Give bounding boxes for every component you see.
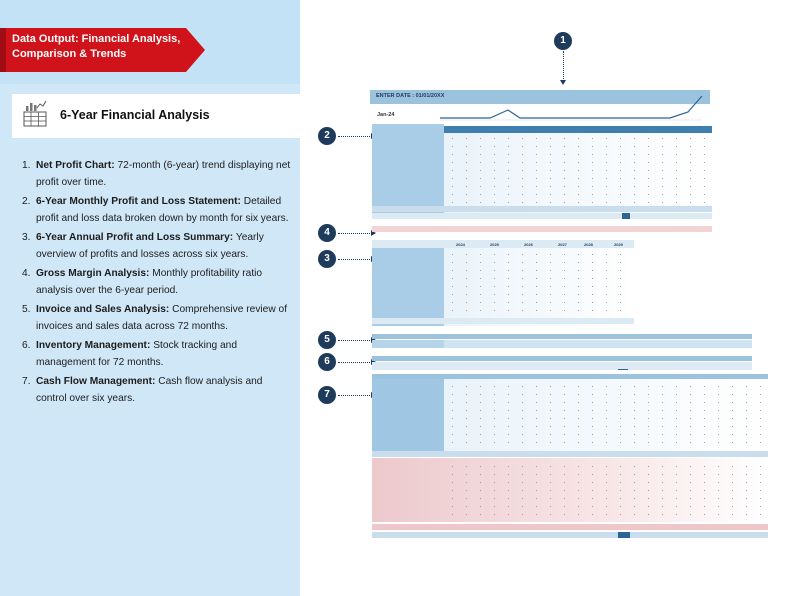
highlight-cell bbox=[618, 532, 630, 538]
table-row bbox=[452, 278, 632, 279]
table-row bbox=[452, 506, 762, 507]
table-row bbox=[452, 138, 712, 139]
table-row bbox=[452, 254, 632, 255]
badge-2: 2 bbox=[318, 127, 336, 145]
arrow-3 bbox=[338, 259, 372, 260]
feature-item bbox=[22, 194, 294, 227]
table-row bbox=[452, 170, 712, 171]
arrow-5 bbox=[338, 340, 372, 341]
arrow-6 bbox=[338, 362, 372, 363]
table-row bbox=[452, 402, 762, 403]
table-label-column bbox=[372, 340, 444, 348]
feature-item bbox=[22, 302, 294, 335]
section-title-card bbox=[12, 94, 300, 138]
table-row bbox=[452, 286, 632, 287]
badge-1: 1 bbox=[554, 32, 572, 50]
table-row bbox=[452, 262, 632, 263]
feature-number: 5. bbox=[22, 304, 31, 315]
feature-description: Yearly overview of profits and losses across six years. bbox=[36, 232, 264, 260]
year-header: 2026 bbox=[524, 241, 533, 247]
feature-description: 72-month (6-year) trend displaying net profit over time. bbox=[36, 160, 291, 188]
arrow-1 bbox=[563, 51, 564, 81]
table-row bbox=[452, 482, 762, 483]
table-row bbox=[452, 498, 762, 499]
arrow-4 bbox=[338, 233, 372, 234]
feature-heading: Net Profit Chart: bbox=[36, 160, 115, 171]
badge-7: 7 bbox=[318, 386, 336, 404]
table-row bbox=[452, 490, 762, 491]
table-row bbox=[452, 410, 762, 411]
summary-row bbox=[372, 206, 712, 212]
feature-heading: 6-Year Monthly Profit and Loss Statement: bbox=[36, 196, 241, 207]
table-row bbox=[452, 418, 762, 419]
table-header bbox=[372, 356, 752, 361]
table-label-column bbox=[372, 124, 444, 219]
table-row bbox=[452, 302, 632, 303]
table-row bbox=[452, 474, 762, 475]
table-header bbox=[372, 334, 752, 339]
table-header bbox=[372, 240, 634, 248]
table-row bbox=[452, 514, 762, 515]
cash-flow-table bbox=[372, 374, 768, 542]
feature-description: Cash flow analysis and control over six years. bbox=[36, 376, 263, 404]
feature-description: Stock tracking and management for 72 months. bbox=[36, 340, 237, 368]
summary-row bbox=[372, 451, 768, 457]
feature-number: 6. bbox=[22, 340, 31, 351]
feature-description: Detailed profit and loss data broken down by month for six years. bbox=[36, 196, 289, 224]
table-label-column bbox=[372, 248, 444, 326]
table-row bbox=[452, 434, 762, 435]
badge-4: 4 bbox=[318, 224, 336, 242]
feature-number: 4. bbox=[22, 268, 31, 279]
table-row bbox=[452, 426, 762, 427]
year-header: 2027 bbox=[558, 241, 567, 247]
table-row bbox=[452, 310, 632, 311]
feature-list bbox=[22, 158, 294, 410]
banner-title: Data Output: Financial Analysis, Comparison & Trends bbox=[12, 33, 181, 60]
gross-margin-row bbox=[372, 226, 712, 232]
feature-item bbox=[22, 230, 294, 263]
feature-heading: Cash Flow Management: bbox=[36, 376, 156, 387]
table-row bbox=[452, 294, 632, 295]
highlight-cell bbox=[618, 369, 628, 370]
feature-heading: Gross Margin Analysis: bbox=[36, 268, 150, 279]
feature-item bbox=[22, 374, 294, 407]
feature-description: Comprehensive review of invoices and sales data across 72 months. bbox=[36, 304, 288, 332]
table-body bbox=[444, 248, 634, 326]
year-header: 2024 bbox=[456, 241, 465, 247]
annual-pnl-table bbox=[372, 240, 634, 326]
arrow-7 bbox=[338, 395, 372, 396]
summary-row bbox=[372, 524, 768, 530]
table-row bbox=[452, 194, 712, 195]
feature-number: 7. bbox=[22, 376, 31, 387]
feature-number: 1. bbox=[22, 160, 31, 171]
feature-description: Monthly profitability ratio analysis over the 6-year period. bbox=[36, 268, 263, 296]
summary-row bbox=[372, 213, 712, 219]
table-row bbox=[452, 466, 762, 467]
summary-row bbox=[372, 318, 634, 324]
highlight-cell bbox=[622, 213, 630, 219]
table-row bbox=[452, 202, 712, 203]
table-label-column bbox=[372, 379, 444, 451]
table-body bbox=[444, 379, 768, 451]
feature-number: 3. bbox=[22, 232, 31, 243]
table-row bbox=[452, 178, 712, 179]
feature-heading: 6-Year Annual Profit and Loss Summary: bbox=[36, 232, 234, 243]
table-row bbox=[452, 270, 632, 271]
badge-3: 3 bbox=[318, 250, 336, 268]
table-row bbox=[452, 186, 712, 187]
year-header: 2028 bbox=[584, 241, 593, 247]
year-header: 2025 bbox=[490, 241, 499, 247]
table-row bbox=[452, 146, 712, 147]
month-label: Jan-24 bbox=[377, 112, 395, 118]
feature-number: 2. bbox=[22, 196, 31, 207]
section-banner bbox=[0, 28, 205, 72]
table-row bbox=[452, 386, 762, 387]
summary-row bbox=[372, 532, 768, 538]
table-row bbox=[452, 154, 712, 155]
table-row bbox=[452, 442, 762, 443]
inventory-table bbox=[372, 356, 752, 370]
chart-grid-icon bbox=[22, 100, 48, 128]
feature-item bbox=[22, 266, 294, 299]
feature-heading: Inventory Management: bbox=[36, 340, 151, 351]
invoice-sales-table bbox=[372, 334, 752, 348]
section-title: 6-Year Financial Analysis bbox=[60, 108, 210, 122]
arrow-2 bbox=[338, 136, 372, 137]
badge-5: 5 bbox=[318, 331, 336, 349]
net-profit-chart-thumbnail bbox=[440, 92, 710, 122]
badge-6: 6 bbox=[318, 353, 336, 371]
date-label: ENTER DATE : 01/01/20XX bbox=[376, 93, 445, 99]
feature-item bbox=[22, 158, 294, 191]
monthly-pnl-table bbox=[372, 124, 712, 219]
table-row bbox=[452, 394, 762, 395]
table-row bbox=[452, 162, 712, 163]
year-header: 2029 bbox=[614, 241, 623, 247]
table-row bbox=[372, 362, 752, 370]
feature-heading: Invoice and Sales Analysis: bbox=[36, 304, 170, 315]
feature-item bbox=[22, 338, 294, 371]
